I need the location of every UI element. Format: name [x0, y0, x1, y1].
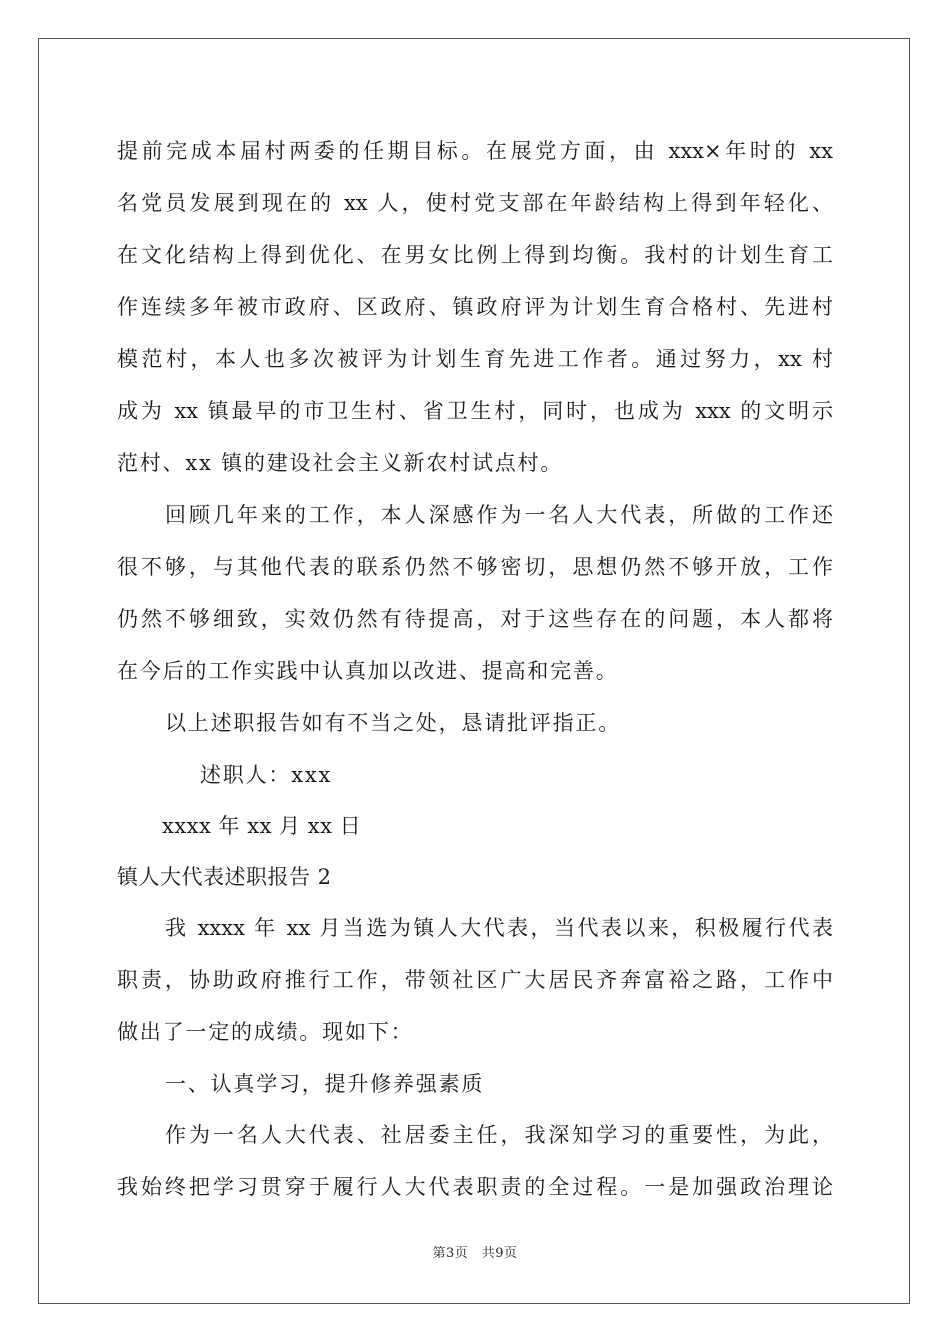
body-line-1: 提前完成本届村两委的任期目标。在展党方面，由 xxx×年时的 xx — [117, 139, 833, 163]
paragraph-review-line-2: 很不够，与其他代表的联系仍然不够密切，思想仍然不够开放，工作 — [117, 555, 833, 579]
paragraph-review-line-1: 回顾几年来的工作，本人深感作为一名人大代表，所做的工作还 — [165, 503, 833, 527]
paragraph-review-line-3: 仍然不够细致，实效仍然有待提高，对于这些存在的问题，本人都将 — [117, 607, 833, 631]
page-number-footer: 第3页 共9页 — [432, 1246, 518, 1261]
body-line-4: 作连续多年被市政府、区政府、镇政府评为计划生育合格村、先进村 — [117, 295, 833, 319]
body-line-2: 名党员发展到现在的 xx 人，使村党支部在年龄结构上得到年轻化、 — [117, 191, 833, 215]
paragraph-review-line-4: 在今后的工作实践中认真加以改进、提高和完善。 — [117, 659, 619, 683]
body-line-7: 范村、xx 镇的建设社会主义新农村试点村。 — [117, 451, 564, 475]
subheading-study: 一、认真学习，提升修养强素质 — [165, 1072, 485, 1096]
report2-line-3: 做出了一定的成绩。现如下： — [117, 1020, 414, 1044]
study-line-2: 我始终把学习贯穿于履行人大代表职责的全过程。一是加强政治理论 — [117, 1175, 833, 1199]
body-line-6: 成为 xx 镇最早的市卫生村、省卫生村，同时，也成为 xxx 的文明示 — [117, 399, 833, 423]
closing-request: 以上述职报告如有不当之处，恳请批评指正。 — [165, 711, 621, 735]
date-line: xxxx 年 xx 月 xx 日 — [162, 814, 362, 838]
study-line-1: 作为一名人大代表、社居委主任，我深知学习的重要性，为此， — [165, 1123, 833, 1147]
section-title: 镇人大代表述职报告 2 — [117, 865, 332, 889]
body-line-3: 在文化结构上得到优化、在男女比例上得到均衡。我村的计划生育工 — [117, 243, 833, 267]
report2-line-2: 职责，协助政府推行工作，带领社区广大居民齐奔富裕之路，工作中 — [117, 968, 833, 992]
signature-line: 述职人：xxx — [200, 763, 333, 787]
body-line-5: 模范村，本人也多次被评为计划生育先进工作者。通过努力，xx 村 — [117, 347, 833, 371]
report2-line-1: 我 xxxx 年 xx 月当选为镇人大代表，当代表以来，积极履行代表 — [165, 916, 833, 940]
